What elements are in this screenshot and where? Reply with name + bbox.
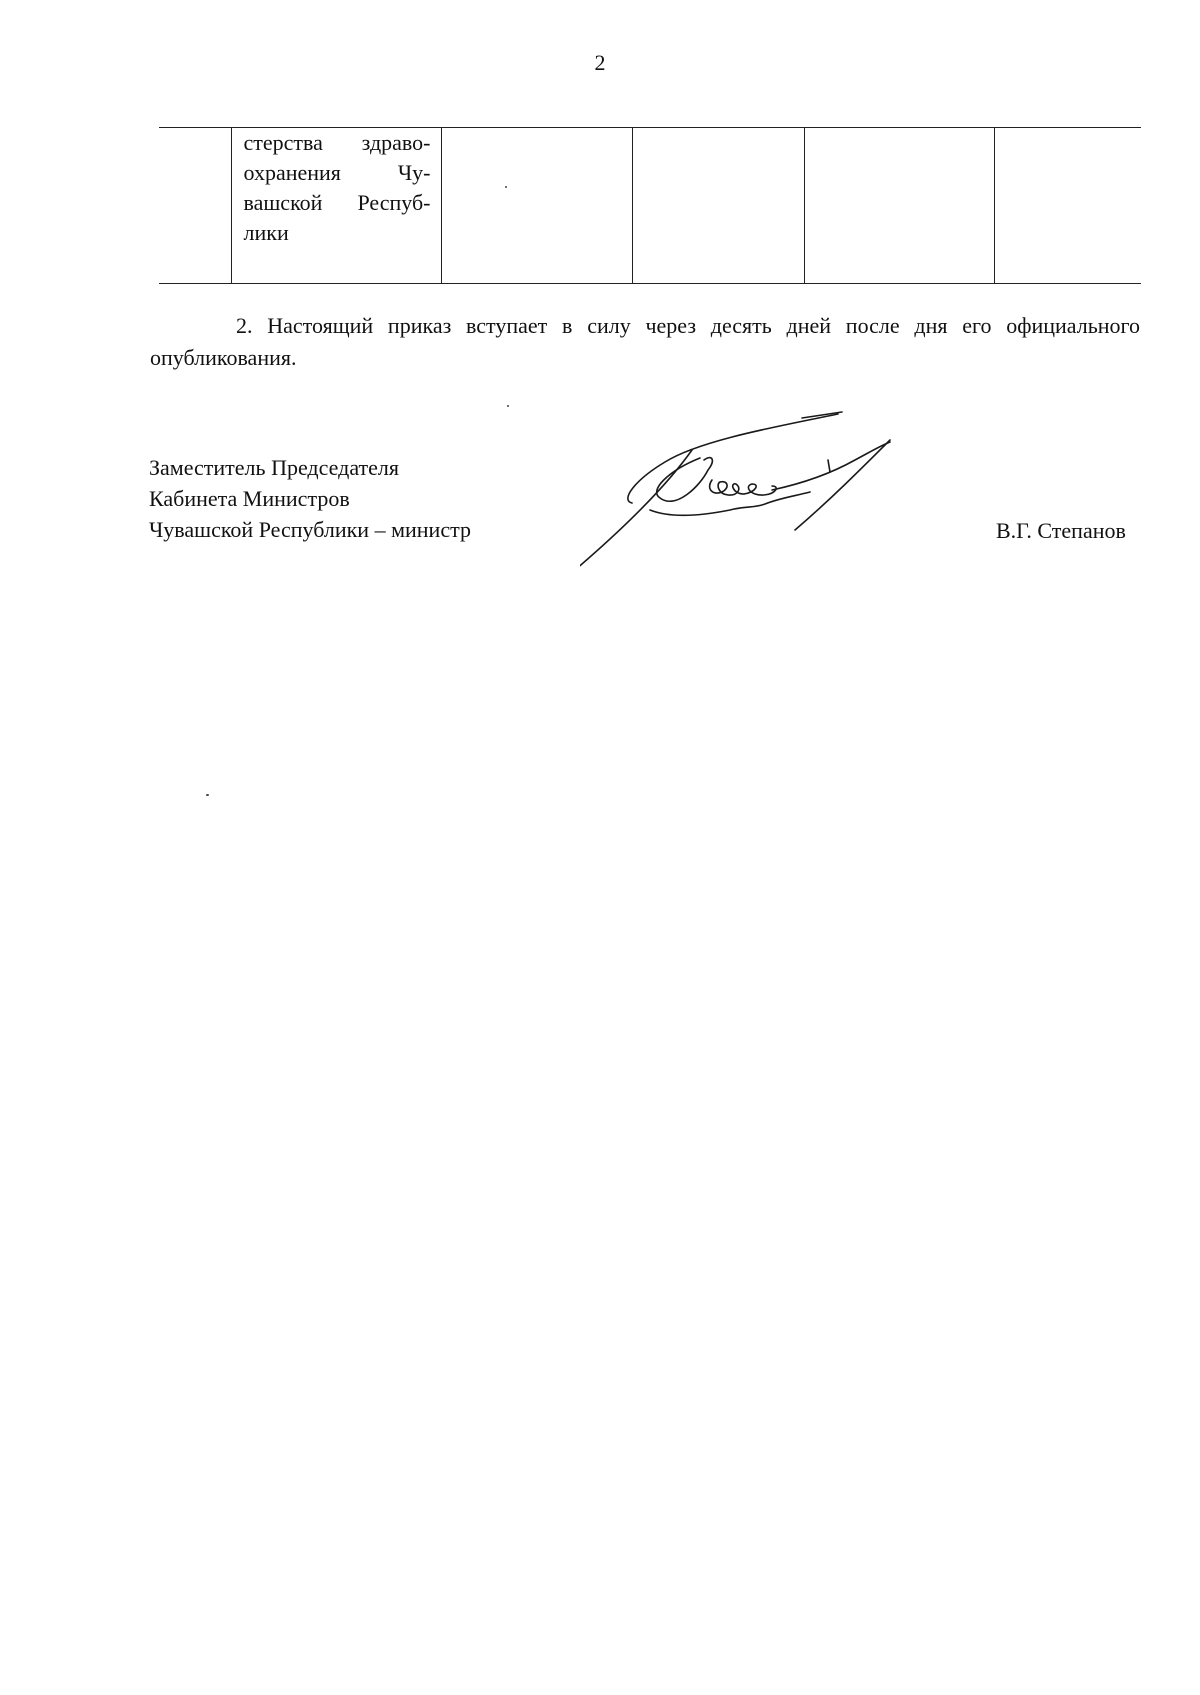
table-cell-empty	[441, 128, 632, 284]
table-cell-description	[231, 128, 441, 284]
table-cell-empty	[994, 128, 1141, 284]
cell-line: стерства здраво-	[243, 130, 431, 155]
table-cell-empty	[632, 128, 804, 284]
position-line: Кабинета Министров	[149, 486, 350, 511]
body-paragraph: 2. Настоящий приказ вступает в силу через десять дней после дня его официального опубликования.	[150, 313, 1140, 370]
signatory-position	[149, 452, 471, 545]
table-cell-empty	[804, 128, 994, 284]
cell-line: охранения Чу-	[243, 160, 431, 185]
table-row	[159, 128, 1141, 284]
cell-line: вашской Респуб-	[243, 190, 431, 215]
scan-speck	[505, 186, 507, 188]
signatory-name: В.Г. Степанов	[996, 518, 1126, 543]
scan-speck	[507, 405, 509, 407]
position-line: Заместитель Председателя	[149, 455, 399, 480]
cell-text	[232, 128, 441, 248]
document-table	[159, 127, 1141, 284]
handwritten-signature	[580, 400, 950, 580]
cell-line: лики	[243, 220, 289, 245]
position-line: Чувашской Республики – министр	[149, 517, 471, 542]
page-number: 2	[594, 50, 606, 75]
table-cell-number	[159, 128, 231, 284]
scan-speck	[206, 794, 209, 796]
